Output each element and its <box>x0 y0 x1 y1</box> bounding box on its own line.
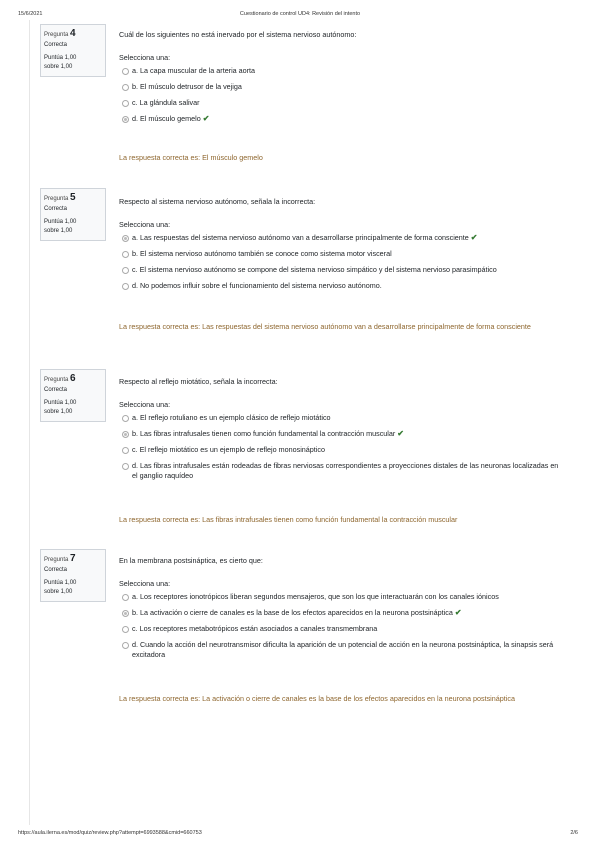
radio-button[interactable] <box>122 415 129 422</box>
answer-option[interactable]: a. El reflejo rotuliano es un ejemplo clásico de reflejo miotático <box>119 413 559 423</box>
radio-button[interactable] <box>122 100 129 107</box>
question-info: Pregunta 6 Correcta Puntúa 1,00 sobre 1,00 <box>40 369 106 422</box>
radio-button[interactable] <box>122 251 129 258</box>
question-info: Pregunta 4 Correcta Puntúa 1,00 sobre 1,00 <box>40 24 106 77</box>
question-state: Correcta <box>44 387 68 393</box>
radio-button[interactable] <box>122 68 129 75</box>
question-text: En la membrana postsináptica, es cierto que: <box>119 556 263 565</box>
answer-option[interactable]: b. Las fibras intrafusales tienen como función fundamental la contracción muscular ✔ <box>119 429 559 439</box>
answer-option[interactable]: a. Las respuestas del sistema nervioso autónomo van a desarrollarse principalmente de forma consciente ✔ <box>119 233 559 243</box>
radio-button[interactable] <box>122 447 129 454</box>
question-content <box>119 556 559 666</box>
right-answer-feedback: La respuesta correcta es: El músculo gemelo <box>119 153 263 162</box>
question-info: Pregunta 5 Correcta Puntúa 1,00 sobre 1,00 <box>40 188 106 241</box>
page-divider <box>29 20 30 825</box>
right-answer-feedback: La respuesta correcta es: Las respuestas del sistema nervioso autónomo van a desarrollarse principalmente de forma consciente <box>119 322 531 331</box>
question-content <box>119 30 559 130</box>
answer-prompt: Selecciona una: <box>119 579 171 588</box>
question-content <box>119 377 559 487</box>
radio-button[interactable] <box>122 463 129 470</box>
page-title: Cuestionario de control UD4: Revisión del intento <box>239 11 361 17</box>
question-grade: Puntúa 1,00 sobre 1,00 <box>44 55 77 70</box>
check-icon: ✔ <box>454 608 462 617</box>
question-state: Correcta <box>44 567 68 573</box>
radio-button[interactable] <box>122 116 129 123</box>
answer-option[interactable]: d. El músculo gemelo ✔ <box>119 114 559 124</box>
question-grade: Puntúa 1,00 sobre 1,00 <box>44 580 77 595</box>
answer-option[interactable]: a. La capa muscular de la arteria aorta <box>119 66 559 76</box>
answer-prompt: Selecciona una: <box>119 400 171 409</box>
right-answer-feedback: La respuesta correcta es: La activación o cierre de canales es la base de los efectos aparecidos en la neurona postsináptica <box>119 694 515 703</box>
answer-prompt: Selecciona una: <box>119 220 171 229</box>
answer-option[interactable]: d. Cuando la acción del neurotransmisor dificulta la aparición de un potencial de acción en la neurona postsináptica, la sinapsis será excitadora <box>119 640 559 660</box>
radio-button[interactable] <box>122 642 129 649</box>
answer-prompt: Selecciona una: <box>119 53 171 62</box>
radio-button[interactable] <box>122 84 129 91</box>
right-answer-feedback: La respuesta correcta es: Las fibras intrafusales tienen como función fundamental la contracción muscular <box>119 515 458 524</box>
answer-option[interactable]: c. Los receptores metabotrópicos están asociados a canales transmembrana <box>119 624 559 634</box>
question-number: 6 <box>70 373 76 384</box>
radio-button[interactable] <box>122 235 129 242</box>
answer-option[interactable]: c. El reflejo miotático es un ejemplo de reflejo monosináptico <box>119 445 559 455</box>
question-number: 4 <box>70 28 76 39</box>
radio-button[interactable] <box>122 283 129 290</box>
print-date: 15/6/2021 <box>18 11 43 17</box>
page-url: https://aula.ilerna.es/mod/quiz/review.php?attempt=6993588&cmid=660753 <box>18 830 202 836</box>
answer-option[interactable]: c. El sistema nervioso autónomo se compone del sistema nervioso simpático y del sistema nervioso parasimpático <box>119 265 559 275</box>
radio-button[interactable] <box>122 626 129 633</box>
answer-option[interactable]: d. No podemos influir sobre el funcionamiento del sistema nervioso autónomo. <box>119 281 559 291</box>
radio-button[interactable] <box>122 610 129 617</box>
question-state: Correcta <box>44 42 68 48</box>
radio-button[interactable] <box>122 267 129 274</box>
question-content <box>119 197 559 297</box>
answer-option[interactable]: d. Las fibras intrafusales están rodeadas de fibras nerviosas correspondientes a proyecciones distales de las neuronas localizadas en el ganglio raquídeo <box>119 461 559 481</box>
answer-option[interactable]: b. El sistema nervioso autónomo también se conoce como sistema motor visceral <box>119 249 559 259</box>
question-grade: Puntúa 1,00 sobre 1,00 <box>44 219 77 234</box>
answer-option[interactable]: a. Los receptores ionotrópicos liberan segundos mensajeros, que son los que interactuarán con los canales iónicos <box>119 592 559 602</box>
question-text: Respecto al reflejo miotático, señala la incorrecta: <box>119 377 278 386</box>
check-icon: ✔ <box>470 233 478 242</box>
answer-option[interactable]: c. La glándula salivar <box>119 98 559 108</box>
question-number: 5 <box>70 192 76 203</box>
check-icon: ✔ <box>397 429 404 438</box>
answer-option[interactable]: b. El músculo detrusor de la vejiga <box>119 82 559 92</box>
question-info: Pregunta 7 Correcta Puntúa 1,00 sobre 1,00 <box>40 549 106 602</box>
answer-option[interactable]: b. La activación o cierre de canales es la base de los efectos aparecidos en la neurona postsináptica ✔ <box>119 608 559 618</box>
radio-button[interactable] <box>122 594 129 601</box>
question-number: 7 <box>70 553 76 564</box>
question-text: Cuál de los siguientes no está inervado por el sistema nervioso autónomo: <box>119 30 357 39</box>
question-grade: Puntúa 1,00 sobre 1,00 <box>44 400 77 415</box>
check-icon: ✔ <box>202 114 210 123</box>
page-number: 2/6 <box>570 830 578 836</box>
question-state: Correcta <box>44 206 68 212</box>
question-text: Respecto al sistema nervioso autónomo, señala la incorrecta: <box>119 197 316 206</box>
radio-button[interactable] <box>122 431 129 438</box>
